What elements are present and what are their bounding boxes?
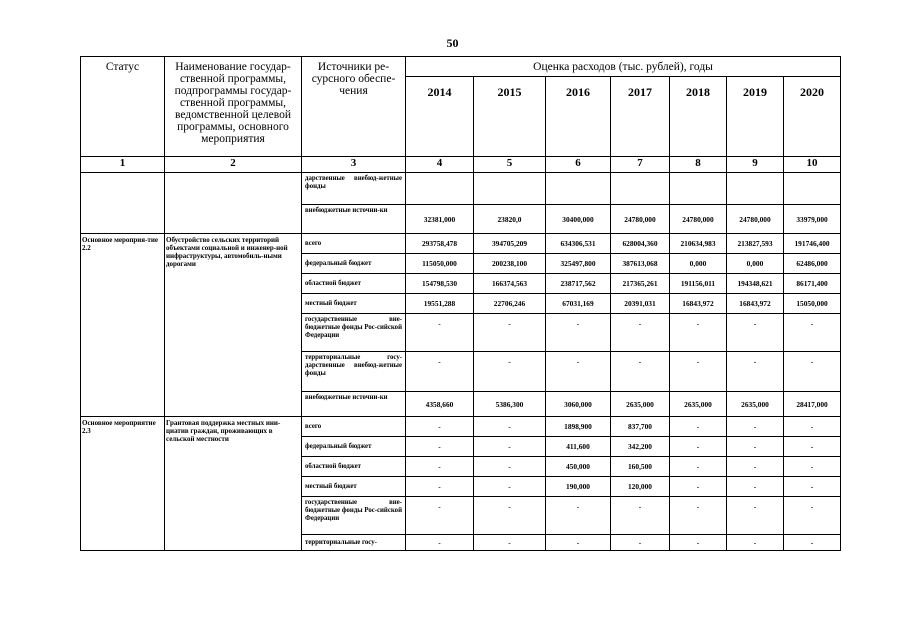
value-cell: 191746,400 [784, 234, 841, 254]
value-cell: - [611, 535, 670, 551]
value-cell: - [406, 457, 474, 477]
source-cell: государственные вне-бюджетные фонды Рос-сийской Федерации [302, 314, 406, 352]
column-number: 3 [302, 157, 406, 173]
column-number: 9 [727, 157, 784, 173]
source-cell: дарственные внебюд-жетные фонды [302, 173, 406, 205]
value-cell: 2635,000 [727, 392, 784, 417]
value-cell: - [474, 457, 546, 477]
value-cell [474, 173, 546, 205]
value-cell: - [727, 417, 784, 437]
value-cell: 30400,000 [546, 205, 611, 234]
value-cell [611, 173, 670, 205]
value-cell: 32381,000 [406, 205, 474, 234]
program-name-cell: Грантовая поддержка местных ини-циатив граждан, проживающих в сельской местности [165, 417, 302, 551]
header-estimate: Оценка расходов (тыс. рублей), годы [406, 57, 841, 77]
value-cell: 62486,000 [784, 254, 841, 274]
value-cell: - [474, 497, 546, 535]
value-cell: - [611, 497, 670, 535]
value-cell: - [784, 417, 841, 437]
year-header: 2015 [474, 77, 546, 157]
column-number-row [81, 157, 841, 173]
value-cell: - [406, 417, 474, 437]
column-number: 6 [546, 157, 611, 173]
source-cell: внебюджетные источни-ки [302, 205, 406, 234]
value-cell: - [670, 457, 727, 477]
value-cell: 23820,0 [474, 205, 546, 234]
value-cell: - [474, 437, 546, 457]
value-cell: 342,200 [611, 437, 670, 457]
value-cell: - [784, 497, 841, 535]
value-cell: 634306,531 [546, 234, 611, 254]
year-header: 2018 [670, 77, 727, 157]
value-cell: - [727, 457, 784, 477]
value-cell: 217365,261 [611, 274, 670, 294]
value-cell: - [406, 477, 474, 497]
header-source: Источники ре-сурсного обеспе-чения [302, 57, 406, 157]
value-cell: - [474, 477, 546, 497]
source-cell: территориальные госу-дарственные внебюд-жетные фонды [302, 352, 406, 392]
value-cell: - [546, 314, 611, 352]
value-cell: - [727, 437, 784, 457]
table-row [81, 173, 841, 205]
value-cell: - [406, 497, 474, 535]
value-cell [670, 173, 727, 205]
value-cell: 411,600 [546, 437, 611, 457]
value-cell: 191156,011 [670, 274, 727, 294]
year-header: 2017 [611, 77, 670, 157]
value-cell: 160,500 [611, 457, 670, 477]
value-cell: 200238,100 [474, 254, 546, 274]
value-cell: 2635,000 [611, 392, 670, 417]
value-cell: - [474, 417, 546, 437]
value-cell: 115050,000 [406, 254, 474, 274]
value-cell [727, 173, 784, 205]
value-cell [546, 173, 611, 205]
value-cell: 394705,209 [474, 234, 546, 254]
budget-table [80, 56, 841, 551]
value-cell: - [670, 417, 727, 437]
value-cell: 190,000 [546, 477, 611, 497]
value-cell: - [406, 437, 474, 457]
header-name: Наименование государ-ственной программы, подпрограммы государ-ственной программы, ведомственной целевой программы, основного мероприятия [165, 57, 302, 157]
value-cell: - [406, 352, 474, 392]
table-body [81, 173, 841, 551]
value-cell: - [670, 314, 727, 352]
value-cell: 4358,660 [406, 392, 474, 417]
source-cell: всего [302, 234, 406, 254]
value-cell: - [546, 535, 611, 551]
value-cell: 24780,000 [611, 205, 670, 234]
value-cell: - [784, 437, 841, 457]
value-cell: 166374,563 [474, 274, 546, 294]
value-cell: 837,700 [611, 417, 670, 437]
program-name-cell [165, 173, 302, 234]
source-cell: местный бюджет [302, 477, 406, 497]
value-cell: - [727, 497, 784, 535]
value-cell: 0,000 [670, 254, 727, 274]
value-cell: - [406, 314, 474, 352]
header-status: Статус [81, 57, 165, 157]
source-cell: федеральный бюджет [302, 254, 406, 274]
value-cell: - [546, 497, 611, 535]
source-cell: местный бюджет [302, 294, 406, 314]
column-number: 7 [611, 157, 670, 173]
value-cell [784, 173, 841, 205]
column-number: 1 [81, 157, 165, 173]
value-cell: 2635,000 [670, 392, 727, 417]
table-row [81, 234, 841, 254]
value-cell: 86171,400 [784, 274, 841, 294]
value-cell: - [670, 437, 727, 457]
value-cell: - [670, 497, 727, 535]
value-cell: 24780,000 [727, 205, 784, 234]
value-cell: - [727, 314, 784, 352]
value-cell: 1898,900 [546, 417, 611, 437]
source-cell: федеральный бюджет [302, 437, 406, 457]
value-cell: - [670, 352, 727, 392]
value-cell: - [784, 352, 841, 392]
value-cell [406, 173, 474, 205]
value-cell: 5386,300 [474, 392, 546, 417]
source-cell: областной бюджет [302, 274, 406, 294]
value-cell: 28417,000 [784, 392, 841, 417]
value-cell: 22706,246 [474, 294, 546, 314]
value-cell: - [546, 352, 611, 392]
table-header [81, 57, 841, 173]
year-header: 2014 [406, 77, 474, 157]
value-cell: - [670, 535, 727, 551]
value-cell: 293758,478 [406, 234, 474, 254]
value-cell: 387613,068 [611, 254, 670, 274]
value-cell: 19551,288 [406, 294, 474, 314]
value-cell: 194348,621 [727, 274, 784, 294]
column-number: 2 [165, 157, 302, 173]
value-cell: - [406, 535, 474, 551]
value-cell: 238717,562 [546, 274, 611, 294]
value-cell: 33979,000 [784, 205, 841, 234]
status-cell: Основное мероприятие 2.3 [81, 417, 165, 551]
table-row [81, 417, 841, 437]
year-header: 2020 [784, 77, 841, 157]
column-number: 5 [474, 157, 546, 173]
value-cell: 154798,530 [406, 274, 474, 294]
source-cell: государственные вне-бюджетные фонды Рос-сийской Федерации [302, 497, 406, 535]
value-cell: 3060,000 [546, 392, 611, 417]
value-cell: - [784, 314, 841, 352]
value-cell: - [727, 535, 784, 551]
status-cell: Основное мероприя-тие 2.2 [81, 234, 165, 417]
program-name-cell: Обустройство сельских территорий объектами социальной и инженер-ной инфраструктуры, автомобиль-ными дорогами [165, 234, 302, 417]
source-cell: всего [302, 417, 406, 437]
value-cell: - [474, 535, 546, 551]
source-cell: областной бюджет [302, 457, 406, 477]
value-cell: 24780,000 [670, 205, 727, 234]
value-cell: 15050,000 [784, 294, 841, 314]
value-cell: - [474, 314, 546, 352]
value-cell: - [727, 477, 784, 497]
value-cell: 20391,031 [611, 294, 670, 314]
value-cell: 210634,983 [670, 234, 727, 254]
value-cell: - [670, 477, 727, 497]
status-cell [81, 173, 165, 234]
page-number: 50 [446, 36, 459, 50]
value-cell: 120,000 [611, 477, 670, 497]
value-cell: - [611, 352, 670, 392]
year-header: 2016 [546, 77, 611, 157]
value-cell: 213827,593 [727, 234, 784, 254]
value-cell: - [784, 477, 841, 497]
value-cell: 325497,800 [546, 254, 611, 274]
value-cell: 16843,972 [670, 294, 727, 314]
value-cell: 628004,360 [611, 234, 670, 254]
value-cell: - [611, 314, 670, 352]
source-cell: территориальные госу- [302, 535, 406, 551]
column-number: 8 [670, 157, 727, 173]
column-number: 4 [406, 157, 474, 173]
year-header: 2019 [727, 77, 784, 157]
value-cell: 450,000 [546, 457, 611, 477]
value-cell: - [784, 457, 841, 477]
value-cell: - [784, 535, 841, 551]
value-cell: 16843,972 [727, 294, 784, 314]
value-cell: - [727, 352, 784, 392]
value-cell: 67031,169 [546, 294, 611, 314]
source-cell: внебюджетные источни-ки [302, 392, 406, 417]
value-cell: - [474, 352, 546, 392]
column-number: 10 [784, 157, 841, 173]
value-cell: 0,000 [727, 254, 784, 274]
